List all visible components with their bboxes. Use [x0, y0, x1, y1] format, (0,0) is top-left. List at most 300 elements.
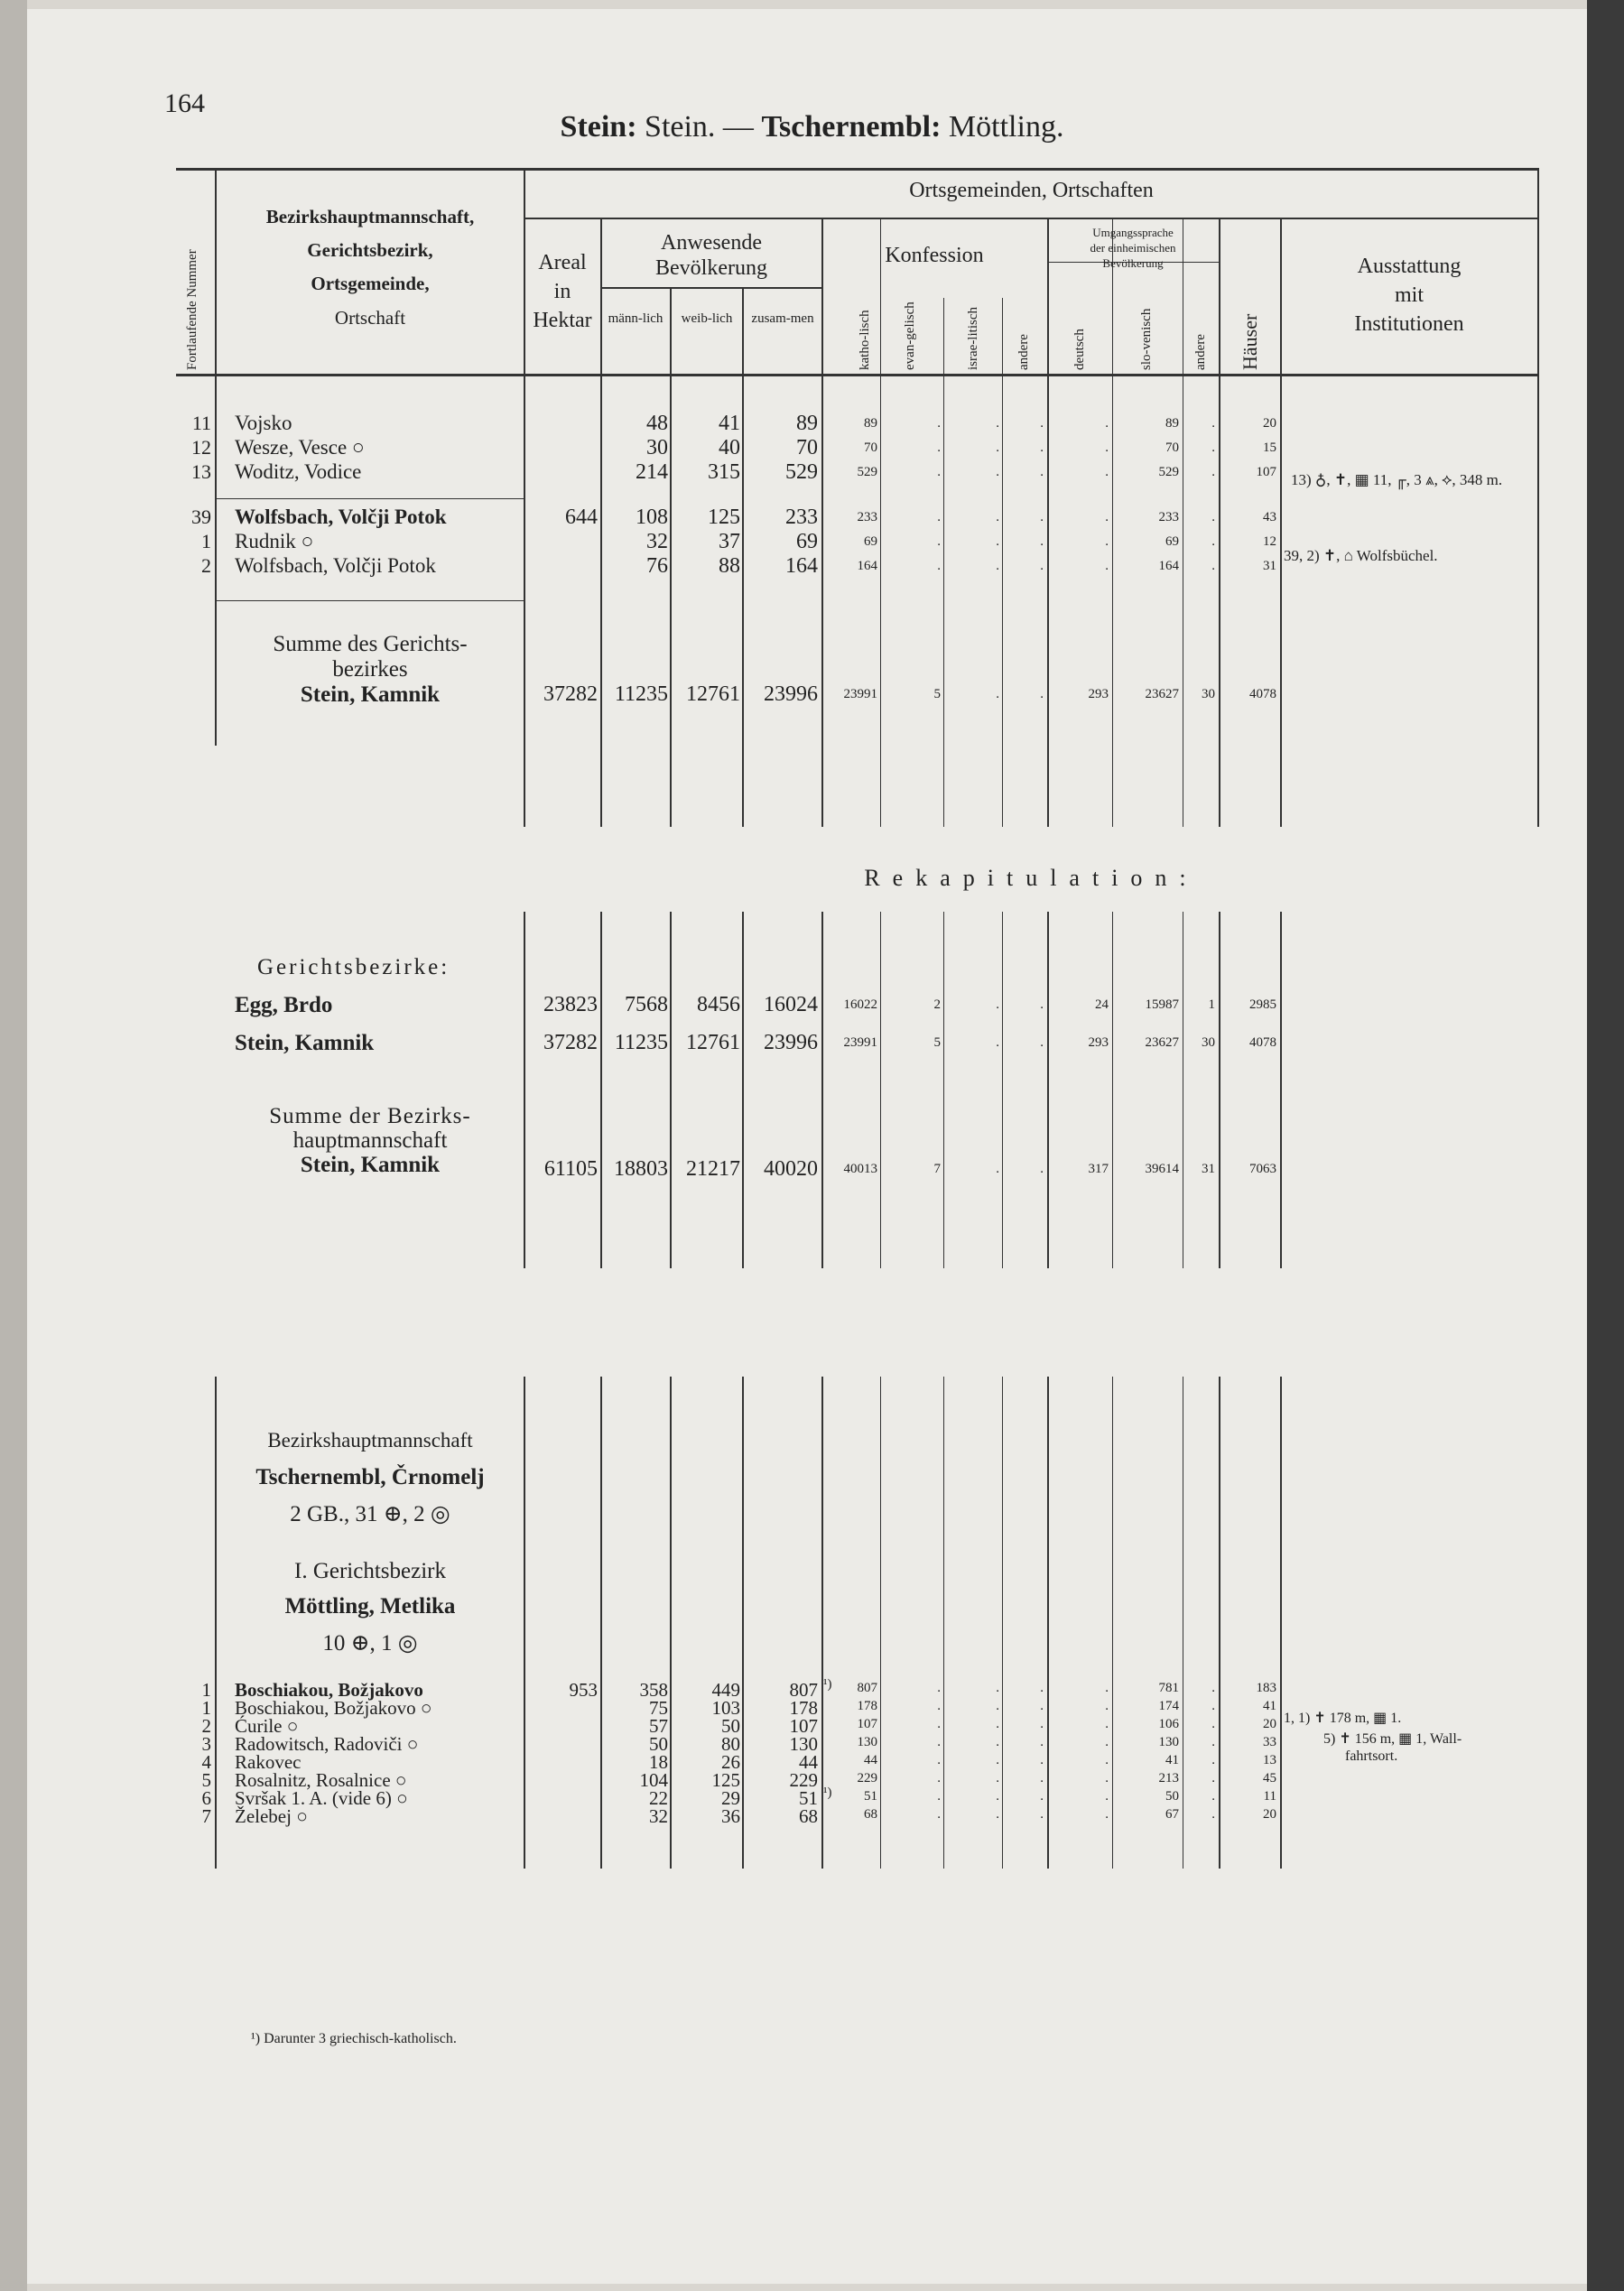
- ts-vline-isr: [1002, 1377, 1003, 1869]
- row-top-3-kath: 233: [857, 510, 877, 524]
- header-bezirk-3: Ortsgemeinde,: [311, 273, 430, 294]
- row-top-5-slo: 164: [1158, 559, 1179, 573]
- rekap-summe-isr: .: [996, 1162, 999, 1176]
- row-top-0-and2: .: [1211, 416, 1215, 431]
- header-maennlich: männ-lich: [608, 311, 664, 326]
- header-andere: andere: [1016, 334, 1031, 370]
- row-bottom-3-ev: .: [937, 1735, 941, 1749]
- rekap-summe-and: .: [1040, 1162, 1044, 1176]
- rk-vline-z: [821, 912, 823, 1268]
- header-umgang-2: der einheimischen: [1090, 241, 1176, 255]
- rekap-title: Rekapitulation:: [864, 865, 1199, 891]
- row-top-2-m: 214: [636, 460, 668, 484]
- row-bottom-7-z: 68: [799, 1805, 818, 1827]
- header-areal-1: Areal: [538, 251, 587, 274]
- row-bottom-4-ev: .: [937, 1753, 941, 1767]
- row-top-0-h: 20: [1263, 416, 1276, 431]
- institutions-bottom-1: 1, 1) ✝ 178 m, ▦ 1.: [1284, 1711, 1402, 1726]
- row-bottom-2-w: 50: [721, 1715, 740, 1737]
- row-bottom-0-ev: .: [937, 1681, 941, 1695]
- row-bottom-3-h: 33: [1263, 1735, 1276, 1749]
- row-top-2-name: Woditz, Vodice: [235, 460, 362, 483]
- summe-gb-l3: Stein, Kamnik: [300, 682, 441, 707]
- rekap-summe-ev: 7: [933, 1162, 941, 1176]
- rekap-summe-areal: 61105: [543, 1157, 598, 1181]
- row-top-1-kath: 70: [864, 441, 877, 455]
- rk-vline-dt: [1112, 912, 1113, 1268]
- row-bottom-6-nr: 6: [201, 1787, 211, 1809]
- rekap-row-0-and: .: [1040, 997, 1044, 1012]
- header-ausstattung-2: mit: [1394, 283, 1424, 307]
- row-top-2-ev: .: [937, 465, 941, 479]
- row-bottom-3-and2: .: [1211, 1735, 1215, 1749]
- title-part-a: Stein:: [560, 110, 637, 144]
- row-bottom-7-isr: .: [996, 1807, 999, 1822]
- row-bottom-0-slo: 781: [1158, 1681, 1179, 1695]
- tsch-l3: 2 GB., 31 ⊕, 2 ◎: [290, 1502, 450, 1526]
- header-deutsch: deutsch: [1072, 329, 1087, 370]
- rekap-summe-w: 21217: [686, 1157, 740, 1181]
- row-bottom-0-nr: 1: [201, 1679, 211, 1701]
- row-top-4-nr: 1: [201, 530, 211, 552]
- rk-vline-ev: [943, 912, 944, 1268]
- header-ausstattung-3: Institutionen: [1354, 312, 1464, 336]
- tsch-l5: Möttling, Metlika: [284, 1594, 456, 1619]
- row-bottom-2-h: 20: [1263, 1717, 1276, 1731]
- rekap-summe-l1: Summe der Bezirks-: [269, 1104, 471, 1128]
- row-top-1-and2: .: [1211, 441, 1215, 455]
- row-top-4-name: Rudnik ○: [235, 530, 314, 552]
- row-bottom-6-h: 11: [1263, 1789, 1276, 1804]
- row-bottom-3-and: .: [1040, 1735, 1044, 1749]
- row-top-1-isr: .: [996, 441, 999, 455]
- ts-vline-w: [742, 1377, 744, 1869]
- row-top-5-m: 76: [646, 554, 668, 578]
- row-bottom-7-name: Želebej ○: [235, 1805, 308, 1827]
- vline-dt: [1112, 218, 1113, 827]
- row-bottom-5-slo: 213: [1158, 1771, 1179, 1785]
- row-bottom-1-isr: .: [996, 1699, 999, 1713]
- header-zusammen: zusam-men: [751, 311, 814, 326]
- vline-ev: [943, 298, 944, 827]
- vline-haeuser: [1280, 218, 1282, 827]
- row-bottom-4-name: Rakovec: [235, 1751, 302, 1773]
- rekap-row-0-isr: .: [996, 997, 999, 1012]
- row-bottom-0-areal: 953: [569, 1679, 598, 1701]
- row-bottom-6-ev: .: [937, 1789, 941, 1804]
- row-bottom-7-nr: 7: [201, 1805, 211, 1827]
- row-bottom-2-z: 107: [789, 1715, 818, 1737]
- row-bottom-4-kath: 44: [864, 1753, 877, 1767]
- row-bottom-5-z: 229: [789, 1769, 818, 1791]
- row-top-3-isr: .: [996, 510, 999, 524]
- row-top-0-m: 48: [646, 412, 668, 435]
- row-top-5-kath: 164: [857, 559, 877, 573]
- summe-gb-isr: .: [996, 687, 999, 701]
- rekap-row-1-slo: 23627: [1145, 1035, 1179, 1050]
- row-top-5-ev: .: [937, 559, 941, 573]
- row-bottom-6-and: .: [1040, 1789, 1044, 1804]
- row-bottom-4-w: 26: [721, 1751, 740, 1773]
- header-umgang-3: Bevölkerung: [1102, 256, 1164, 270]
- row-top-3-and: .: [1040, 510, 1044, 524]
- vline-kath: [880, 218, 881, 827]
- rekap-row-0-slo: 15987: [1145, 997, 1179, 1012]
- summe-gb-ev: 5: [933, 687, 941, 701]
- row-top-2-nr: 13: [191, 460, 211, 483]
- rekap-row-0-kath: 16022: [843, 997, 877, 1012]
- rekap-row-1-kath: 23991: [843, 1035, 877, 1050]
- row-top-0-name: Vojsko: [235, 412, 292, 434]
- header-haeuser: Häuser: [1239, 313, 1261, 370]
- row-top-3-name: Wolfsbach, Volčji Potok: [235, 506, 447, 528]
- row-bottom-4-and2: .: [1211, 1753, 1215, 1767]
- row-bottom-7-ev: .: [937, 1807, 941, 1822]
- rule-group2: [215, 600, 524, 601]
- institutions-top-1: 13) ♁, ✝, ▦ 11, ╓, 3 ⩓, ⟡, 348 m.: [1291, 471, 1503, 488]
- summe-gb-l2: bezirkes: [332, 657, 408, 682]
- rk-vline-kath: [880, 912, 881, 1268]
- rekap-row-0-and2: 1: [1208, 997, 1215, 1012]
- row-top-5-nr: 2: [201, 554, 211, 577]
- row-top-3-nr: 39: [191, 506, 211, 528]
- rekap-summe-h: 7063: [1249, 1162, 1276, 1176]
- tsch-l6: 10 ⊕, 1 ◎: [322, 1631, 418, 1656]
- row-top-1-nr: 12: [191, 436, 211, 459]
- row-bottom-4-h: 13: [1263, 1753, 1276, 1767]
- row-bottom-2-slo: 106: [1158, 1717, 1179, 1731]
- row-bottom-3-name: Radowitsch, Radoviči ○: [235, 1733, 419, 1755]
- row-bottom-4-m: 18: [649, 1751, 668, 1773]
- row-bottom-5-nr: 5: [201, 1769, 211, 1791]
- row-top-3-and2: .: [1211, 510, 1215, 524]
- rk-vline-and2: [1219, 912, 1220, 1268]
- summe-gb-w: 12761: [686, 682, 740, 706]
- ts-vline-kath: [880, 1377, 881, 1869]
- row-top-4-kath: 69: [864, 534, 877, 549]
- row-top-3-w: 125: [708, 506, 740, 529]
- row-bottom-4-z: 44: [799, 1751, 818, 1773]
- row-top-3-h: 43: [1263, 510, 1276, 524]
- row-bottom-0-and2: .: [1211, 1681, 1215, 1695]
- rekap-summe-l3: Stein, Kamnik: [300, 1153, 441, 1177]
- row-top-0-dt: .: [1105, 416, 1109, 431]
- vline-isr: [1002, 298, 1003, 827]
- rekap-row-1-name: Stein, Kamnik: [235, 1031, 375, 1055]
- row-top-1-name: Wesze, Vesce ○: [235, 436, 365, 459]
- row-top-1-dt: .: [1105, 441, 1109, 455]
- row-bottom-7-dt: .: [1105, 1807, 1109, 1822]
- row-bottom-4-nr: 4: [201, 1751, 211, 1773]
- title-part-b: Stein. —: [645, 110, 754, 144]
- row-bottom-3-m: 50: [649, 1733, 668, 1755]
- rekap-row-0-areal: 23823: [543, 993, 598, 1016]
- row-bottom-7-w: 36: [721, 1805, 740, 1827]
- row-bottom-7-slo: 67: [1165, 1807, 1179, 1822]
- summe-gb-l1: Summe des Gerichts-: [273, 632, 468, 656]
- header-areal-3: Hektar: [533, 309, 592, 332]
- row-bottom-1-w: 103: [711, 1697, 740, 1719]
- row-top-0-z: 89: [796, 412, 818, 435]
- row-top-3-areal: 644: [565, 506, 598, 529]
- row-bottom-1-and2: .: [1211, 1699, 1215, 1713]
- row-top-1-ev: .: [937, 441, 941, 455]
- rule-sub2: [600, 287, 821, 289]
- row-bottom-0-w: 449: [711, 1679, 740, 1701]
- rekap-summe-l2: hauptmannschaft: [292, 1128, 448, 1153]
- row-bottom-7-and2: .: [1211, 1807, 1215, 1822]
- header-konfession: Konfession: [885, 244, 984, 267]
- row-top-0-w: 41: [719, 412, 740, 435]
- row-bottom-0-z: 807: [789, 1679, 818, 1701]
- tsch-l1: Bezirkshauptmannschaft: [267, 1429, 473, 1452]
- summe-gb-h: 4078: [1249, 687, 1276, 701]
- row-bottom-2-isr: .: [996, 1717, 999, 1731]
- row-bottom-3-z: 130: [789, 1733, 818, 1755]
- row-bottom-7-h: 20: [1263, 1807, 1276, 1822]
- row-top-2-and: .: [1040, 465, 1044, 479]
- row-top-0-ev: .: [937, 416, 941, 431]
- row-top-4-slo: 69: [1165, 534, 1179, 549]
- row-top-4-and: .: [1040, 534, 1044, 549]
- row-bottom-2-m: 57: [649, 1715, 668, 1737]
- row-top-5-name: Wolfsbach, Volčji Potok: [235, 554, 436, 577]
- tsch-l4: I. Gerichtsbezirk: [294, 1559, 446, 1583]
- row-top-0-kath: 89: [864, 416, 877, 431]
- row-top-3-dt: .: [1105, 510, 1109, 524]
- row-top-2-dt: .: [1105, 465, 1109, 479]
- row-bottom-1-z: 178: [789, 1697, 818, 1719]
- ts-vline-ev: [943, 1377, 944, 1869]
- page-number: 164: [164, 88, 205, 118]
- row-bottom-6-z: 51: [799, 1787, 818, 1809]
- row-bottom-4-isr: .: [996, 1753, 999, 1767]
- header-anwesende-1: Anwesende: [661, 231, 762, 255]
- row-bottom-3-kath: 130: [857, 1735, 877, 1749]
- rekap-row-0-w: 8456: [697, 993, 740, 1016]
- row-bottom-0-h: 183: [1256, 1681, 1276, 1695]
- rekap-row-0-h: 2985: [1249, 997, 1276, 1012]
- tsch-l2: Tschernembl, Črnomelj: [255, 1465, 485, 1489]
- summe-gb-and2: 30: [1202, 687, 1215, 701]
- row-top-3-z: 233: [785, 506, 818, 529]
- summe-gb-slo: 23627: [1145, 687, 1179, 701]
- row-bottom-1-m: 75: [649, 1697, 668, 1719]
- row-bottom-2-and: .: [1040, 1717, 1044, 1731]
- rk-vline-areal: [600, 912, 602, 1268]
- rekap-summe-kath: 40013: [843, 1162, 877, 1176]
- row-bottom-5-dt: .: [1105, 1771, 1109, 1785]
- row-bottom-0-m: 358: [639, 1679, 668, 1701]
- rekap-row-1-m: 11235: [614, 1031, 668, 1054]
- row-top-2-and2: .: [1211, 465, 1215, 479]
- row-top-1-m: 30: [646, 436, 668, 459]
- row-top-2-h: 107: [1256, 465, 1276, 479]
- rekap-summe-and2: 31: [1202, 1162, 1215, 1176]
- row-top-4-dt: .: [1105, 534, 1109, 549]
- row-top-0-isr: .: [996, 416, 999, 431]
- rk-vline-haeuser: [1280, 912, 1282, 1268]
- row-bottom-6-footnote-mark: ¹): [823, 1785, 832, 1800]
- row-top-1-slo: 70: [1165, 441, 1179, 455]
- row-bottom-5-w: 125: [711, 1769, 740, 1791]
- row-top-2-w: 315: [708, 460, 740, 484]
- row-bottom-7-kath: 68: [864, 1807, 877, 1822]
- title-part-c: Tschernembl:: [761, 110, 942, 144]
- header-evangelisch: evan-gelisch: [903, 301, 917, 370]
- row-bottom-6-name: Svršak 1. A. (vide 6) ○: [235, 1787, 408, 1809]
- row-bottom-4-and: .: [1040, 1753, 1044, 1767]
- row-bottom-3-nr: 3: [201, 1733, 211, 1755]
- vline-m: [670, 287, 672, 827]
- summe-gb-kath: 23991: [843, 687, 877, 701]
- institutions-bottom-2: 5) ✝ 156 m, ▦ 1, Wall-: [1323, 1731, 1462, 1747]
- row-bottom-6-and2: .: [1211, 1789, 1215, 1804]
- rk-vline-w: [742, 912, 744, 1268]
- rule-group: [215, 498, 524, 499]
- row-bottom-1-h: 41: [1263, 1699, 1276, 1713]
- row-top-5-dt: .: [1105, 559, 1109, 573]
- rekap-summe-m: 18803: [614, 1157, 668, 1181]
- row-top-1-and: .: [1040, 441, 1044, 455]
- header-anwesende-2: Bevölkerung: [655, 256, 767, 280]
- header-areal-2: in: [553, 280, 571, 303]
- summe-gb-z: 23996: [764, 682, 818, 706]
- row-top-4-m: 32: [646, 530, 668, 553]
- row-top-4-and2: .: [1211, 534, 1215, 549]
- row-top-5-and2: .: [1211, 559, 1215, 573]
- row-bottom-5-h: 45: [1263, 1771, 1276, 1785]
- header-bezirk-2: Gerichtsbezirk,: [307, 239, 433, 261]
- row-bottom-5-and2: .: [1211, 1771, 1215, 1785]
- row-top-1-h: 15: [1263, 441, 1276, 455]
- row-top-2-z: 529: [785, 460, 818, 484]
- row-top-0-and: .: [1040, 416, 1044, 431]
- row-top-2-isr: .: [996, 465, 999, 479]
- rekap-gb-label: Gerichtsbezirke:: [257, 955, 450, 979]
- row-bottom-0-kath: 807: [857, 1681, 877, 1695]
- summe-gb-areal: 37282: [543, 682, 598, 706]
- row-bottom-3-w: 80: [721, 1733, 740, 1755]
- row-top-5-and: .: [1040, 559, 1044, 573]
- header-andere2: andere: [1193, 334, 1208, 370]
- row-bottom-0-footnote-mark: ¹): [823, 1677, 832, 1692]
- row-top-5-h: 31: [1263, 559, 1276, 573]
- row-bottom-2-kath: 107: [857, 1717, 877, 1731]
- row-bottom-2-nr: 2: [201, 1715, 211, 1737]
- row-bottom-1-nr: 1: [201, 1697, 211, 1719]
- ts-vline-dt: [1112, 1377, 1113, 1869]
- header-weiblich: weib-lich: [681, 311, 733, 326]
- row-bottom-0-isr: .: [996, 1681, 999, 1695]
- row-top-3-slo: 233: [1158, 510, 1179, 524]
- row-top-4-h: 12: [1263, 534, 1276, 549]
- rekap-row-1-h: 4078: [1249, 1035, 1276, 1050]
- row-top-4-ev: .: [937, 534, 941, 549]
- row-bottom-7-and: .: [1040, 1807, 1044, 1822]
- row-top-2-slo: 529: [1158, 465, 1179, 479]
- row-bottom-1-slo: 174: [1158, 1699, 1179, 1713]
- header-ortsgemeinden: Ortsgemeinden, Ortschaften: [909, 179, 1154, 202]
- rekap-row-1-z: 23996: [764, 1031, 818, 1054]
- header-fortlaufende: Fortlaufende Nummer: [185, 249, 200, 370]
- header-katholisch: katho-lisch: [858, 310, 872, 370]
- row-bottom-6-w: 29: [721, 1787, 740, 1809]
- vline-w: [742, 287, 744, 827]
- row-bottom-1-dt: .: [1105, 1699, 1109, 1713]
- header-israelitisch: israe-litisch: [966, 307, 980, 370]
- ts-vline-haeuser: [1280, 1377, 1282, 1869]
- row-bottom-3-slo: 130: [1158, 1735, 1179, 1749]
- row-top-4-z: 69: [796, 530, 818, 553]
- rk-vline-m: [670, 912, 672, 1268]
- summe-gb-and: .: [1040, 687, 1044, 701]
- row-bottom-6-dt: .: [1105, 1789, 1109, 1804]
- rekap-row-1-and: .: [1040, 1035, 1044, 1050]
- rekap-summe-slo: 39614: [1145, 1162, 1179, 1176]
- row-top-0-slo: 89: [1165, 416, 1179, 431]
- rk-vline-name: [524, 912, 525, 1268]
- rekap-row-1-w: 12761: [686, 1031, 740, 1054]
- row-bottom-1-kath: 178: [857, 1699, 877, 1713]
- row-bottom-2-dt: .: [1105, 1717, 1109, 1731]
- row-bottom-5-ev: .: [937, 1771, 941, 1785]
- rekap-row-0-dt: 24: [1095, 997, 1109, 1012]
- row-top-5-z: 164: [785, 554, 818, 578]
- row-top-0-nr: 11: [191, 412, 211, 434]
- rk-vline-isr: [1002, 912, 1003, 1268]
- row-bottom-5-and: .: [1040, 1771, 1044, 1785]
- row-bottom-2-ev: .: [937, 1717, 941, 1731]
- row-bottom-5-name: Rosalnitz, Rosalnice ○: [235, 1769, 407, 1791]
- rekap-summe-dt: 317: [1088, 1162, 1109, 1176]
- rekap-row-0-name: Egg, Brdo: [235, 993, 333, 1017]
- institutions-bottom-3: fahrtsort.: [1345, 1748, 1398, 1764]
- row-bottom-1-and: .: [1040, 1699, 1044, 1713]
- ts-vline-name: [524, 1377, 525, 1869]
- row-bottom-6-m: 22: [649, 1787, 668, 1809]
- row-top-3-ev: .: [937, 510, 941, 524]
- rule-top: [176, 168, 1539, 171]
- rule-sub1: [524, 218, 1539, 219]
- row-top-1-z: 70: [796, 436, 818, 459]
- row-bottom-4-dt: .: [1105, 1753, 1109, 1767]
- vline-nr: [215, 168, 217, 746]
- header-bezirk-4: Ortschaft: [334, 307, 406, 329]
- rekap-row-1-areal: 37282: [543, 1031, 598, 1054]
- rekap-row-0-ev: 2: [933, 997, 941, 1012]
- row-bottom-0-dt: .: [1105, 1681, 1109, 1695]
- row-top-4-w: 37: [719, 530, 740, 553]
- ts-vline-m: [670, 1377, 672, 1869]
- header-ausstattung-1: Ausstattung: [1357, 255, 1462, 278]
- row-top-1-w: 40: [719, 436, 740, 459]
- rekap-row-1-and2: 30: [1202, 1035, 1215, 1050]
- header-umgang-1: Umgangssprache: [1092, 226, 1174, 239]
- rekap-row-1-dt: 293: [1088, 1035, 1109, 1050]
- rekap-row-1-isr: .: [996, 1035, 999, 1050]
- row-bottom-5-kath: 229: [857, 1771, 877, 1785]
- ts-vline-nr: [215, 1377, 217, 1869]
- row-bottom-1-ev: .: [937, 1699, 941, 1713]
- row-bottom-0-and: .: [1040, 1681, 1044, 1695]
- row-bottom-1-name: Boschiakou, Božjakovo ○: [235, 1697, 432, 1719]
- row-bottom-3-dt: .: [1105, 1735, 1109, 1749]
- row-top-2-kath: 529: [857, 465, 877, 479]
- row-top-4-isr: .: [996, 534, 999, 549]
- row-top-5-w: 88: [719, 554, 740, 578]
- row-bottom-6-isr: .: [996, 1789, 999, 1804]
